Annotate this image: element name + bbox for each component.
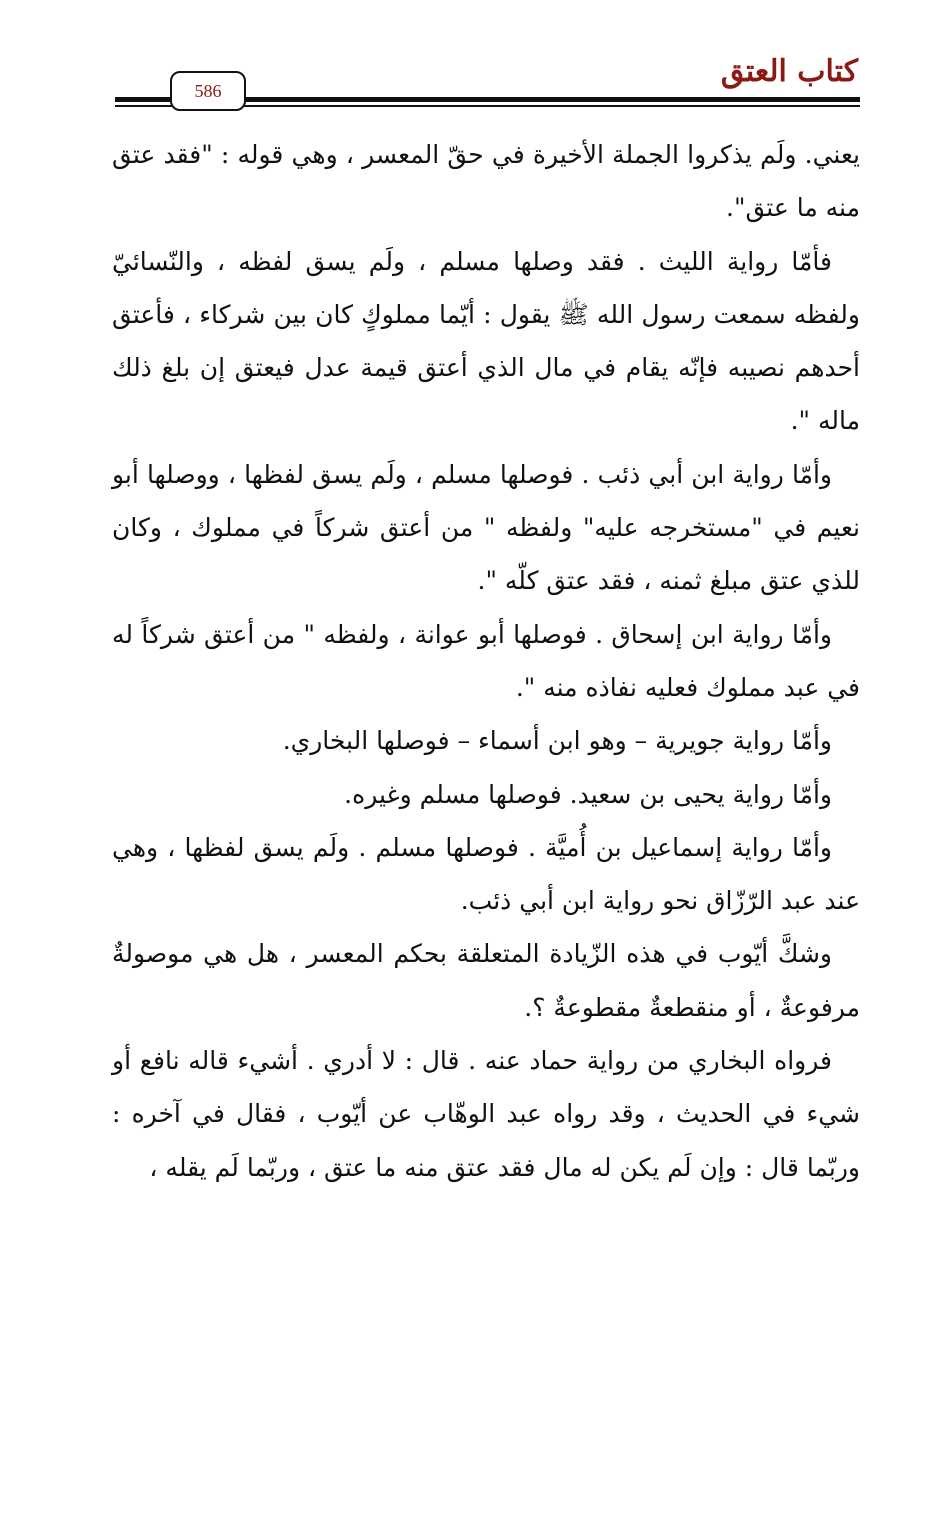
- paragraph-8: وشكَّ أيّوب في هذه الزّيادة المتعلقة بحكم المعسر ، هل هي موصولةٌ مرفوعةٌ ، أو منقطعةٌ مقطوعةٌ ؟.: [112, 939, 860, 1022]
- page-body: [112, 128, 860, 1194]
- paragraph-1: يعني. ولَم يذكروا الجملة الأخيرة في حقّ المعسر ، وهي قوله : "فقد عتق منه ما عتق".: [112, 140, 860, 223]
- paragraph-4: وأمّا رواية ابن إسحاق . فوصلها أبو عوانة ، ولفظه " من أعتق شركاً له في عبد مملوك فعليه نفاذه منه ".: [112, 619, 860, 702]
- paragraph-6: وأمّا رواية يحيى بن سعيد. فوصلها مسلم وغيره.: [344, 779, 832, 809]
- paragraph-9: فرواه البخاري من رواية حماد عنه . قال : لا أدري . أشيء قاله نافع أو شيء في الحديث ، وقد رواه عبد الوهّاب عن أيّوب ، فقال في آخره : وربّما قال : وإن لَم يكن له مال فقد عتق منه ما عتق ، وربّما لَم يقله ،: [112, 1046, 860, 1182]
- paragraph-5: وأمّا رواية جويرية – وهو ابن أسماء – فوصلها البخاري.: [282, 726, 832, 756]
- chapter-title: كتاب العتق: [720, 54, 858, 89]
- paragraph-3: وأمّا رواية ابن أبي ذئب . فوصلها مسلم ، ولَم يسق لفظها ، ووصلها أبو نعيم في "مستخرجه عليه" ولفظه " من أعتق شركاً في مملوك ، وكان للذي عتق مبلغ ثمنه ، فقد عتق كلّه ".: [112, 459, 860, 596]
- paragraph-7: وأمّا رواية إسماعيل بن أُميَّة . فوصلها مسلم . ولَم يسق لفظها ، وهي عند عبد الرّزّاق نحو رواية ابن أبي ذئب.: [112, 832, 860, 916]
- paragraph-2: فأمّا رواية الليث . فقد وصلها مسلم ، ولَم يسق لفظه ، والنّسائيّ ولفظه سمعت رسول الله ﷺ يقول : أيّما مملوكٍ كان بين شركاء ، فأعتق أحدهم نصيبه فإنّه يقام في مال الذي أعتق قيمة عدل فيعتق إن بلغ ذلك ماله ".: [112, 246, 860, 436]
- page-number-badge: 586: [170, 71, 246, 111]
